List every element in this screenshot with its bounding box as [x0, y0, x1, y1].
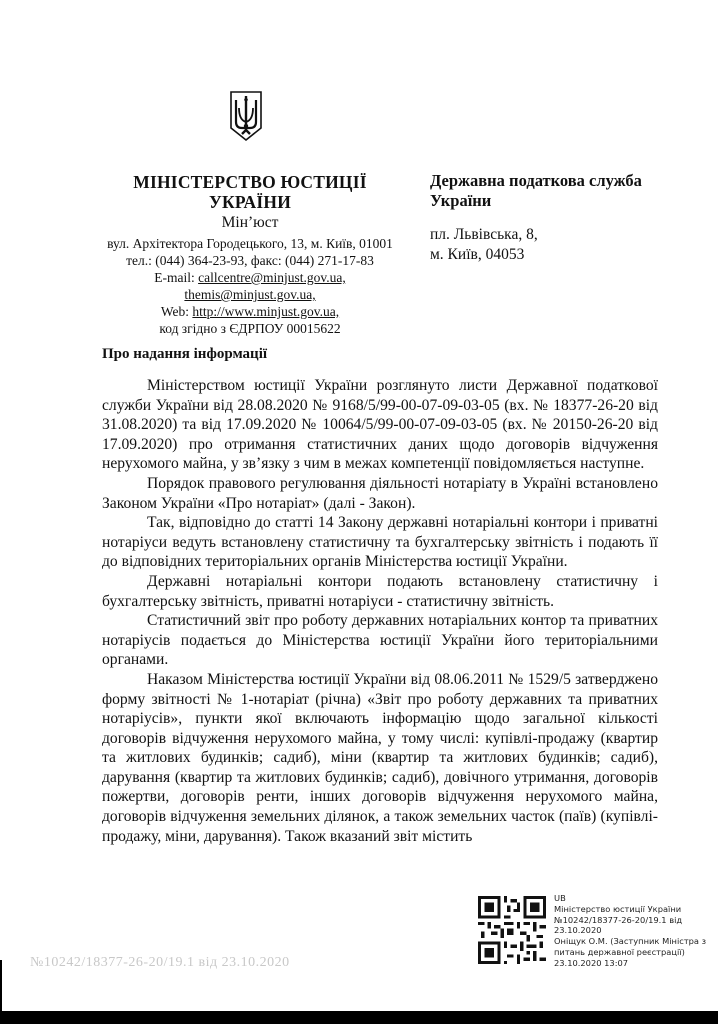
body-paragraph: Наказом Міністерства юстиції України від 08.06.2011 № 1529/5 затверджено форму звітності № 1-нотаріат (річна) «Звіт про роботу державних та приватних нотаріусів», пункти якої включають інформацію щодо загальної кількості договорів відчуження нерухомого майна, у тому числі: купівлі-продажу (квартир та житлових будинків; садиб), міни (квартир та житлових будинків; садиб), дарування (квартир та житлових будинків; садиб), довічного утримання, договорів пожертви, договорів ренти, інших договорів відчуження нерухомого майна, договорів відчуження земельних ділянок, а також земельних часток (паїв) (купівлі-продажу, міни, дарування). Також вказаний звіт містить — [102, 670, 658, 845]
registration-number-watermark: №10242/18377-26-20/19.1 від 23.10.2020 — [30, 955, 290, 970]
stamp-line: Оніщук О.М. (Заступник Міністра з — [554, 936, 707, 947]
sender-block — [100, 172, 400, 337]
recipient-name-line2: України — [430, 191, 492, 210]
qr-code-icon — [478, 896, 546, 964]
stamp-line: питань державної реєстрації) — [554, 946, 685, 957]
body-paragraph: Порядок правового регулювання діяльності нотаріату в Україні встановлено Законом України «Про нотаріат» (далі - Закон). — [102, 474, 658, 512]
sender-phone: тел.: (044) 364-23-93, факс: (044) 271-17-83 — [126, 253, 374, 268]
web-label: Web: — [160, 304, 193, 319]
stamp-line: 23.10.2020 13:07 — [554, 957, 629, 968]
recipient-address-line1: пл. Львівська, 8, — [430, 226, 538, 243]
body-paragraph: Міністерством юстиції України розглянуто листи Державної податкової служби України від 28.08.2020 № 9168/5/99-00-07-09-03-05 (вх. № 18377-26-20 від 31.08.2020) та від 17.09.2020 № 10064/5/99-00-07-09-03-05 (вх. № 20150-26-20 від 17.09.2020) про отримання статистичних даних щодо договорів відчуження нерухомого майна, у зв’язку з чим в межах компетенції повідомляється наступне. — [102, 377, 658, 473]
sender-org-name: МІНІСТЕРСТВО ЮСТИЦІЇ — [133, 172, 367, 192]
scan-bottom-bar — [0, 1011, 718, 1024]
recipient-name: Державна податкова служба — [430, 171, 642, 190]
body-paragraph: Статистичний звіт про роботу державних нотаріальних контор та приватних нотаріусів подається до Міністерства юстиції України його територіальними органами. — [102, 612, 658, 669]
letter-body — [102, 376, 658, 846]
stamp-line: UB — [554, 893, 566, 903]
email-link-callcentre[interactable]: callcentre@minjust.gov.ua, — [198, 270, 346, 285]
letter-subject: Про надання інформації — [102, 346, 268, 362]
sender-address: вул. Архітектора Городецького, 13, м. Київ, 01001 — [107, 236, 393, 251]
sender-email-row-2 — [100, 286, 400, 303]
stamp-line: 23.10.2020 — [554, 925, 602, 936]
sender-short-name: Мін’юст — [221, 214, 279, 231]
trident-emblem-icon — [229, 90, 263, 142]
stamp-line: №10242/18377-26-20/19.1 від — [554, 914, 683, 925]
recipient-address-line2: м. Київ, 04053 — [430, 246, 525, 263]
email-link-themis[interactable]: themis@minjust.gov.ua, — [184, 287, 316, 302]
recipient-address — [430, 225, 690, 265]
recipient-block — [430, 171, 690, 265]
sender-edrpou: код згідно з ЄДРПОУ 00015622 — [159, 321, 341, 336]
scan-edge — [0, 960, 2, 1015]
body-paragraph: Так, відповідно до статті 14 Закону державні нотаріальні контори і приватні нотаріуси ведуть встановлену статистичну та бухгалтерську звітність і подають її до відповідних територіальних органів Міністерства юстиції України. — [102, 514, 658, 571]
stamp-line: Міністерство юстиції України — [554, 903, 682, 914]
web-link[interactable]: http://www.minjust.gov.ua, — [192, 304, 340, 319]
sender-org-name-line2: УКРАЇНИ — [208, 192, 292, 212]
sender-web-row — [100, 303, 400, 320]
email-label: E-mail: — [154, 270, 199, 285]
e-signature-stamp — [554, 893, 714, 969]
body-paragraph: Державні нотаріальні контори подають встановлену статистичну і бухгалтерську звітність, приватні нотаріуси - статистичну звітність. — [102, 572, 658, 610]
sender-email-row — [100, 269, 400, 286]
